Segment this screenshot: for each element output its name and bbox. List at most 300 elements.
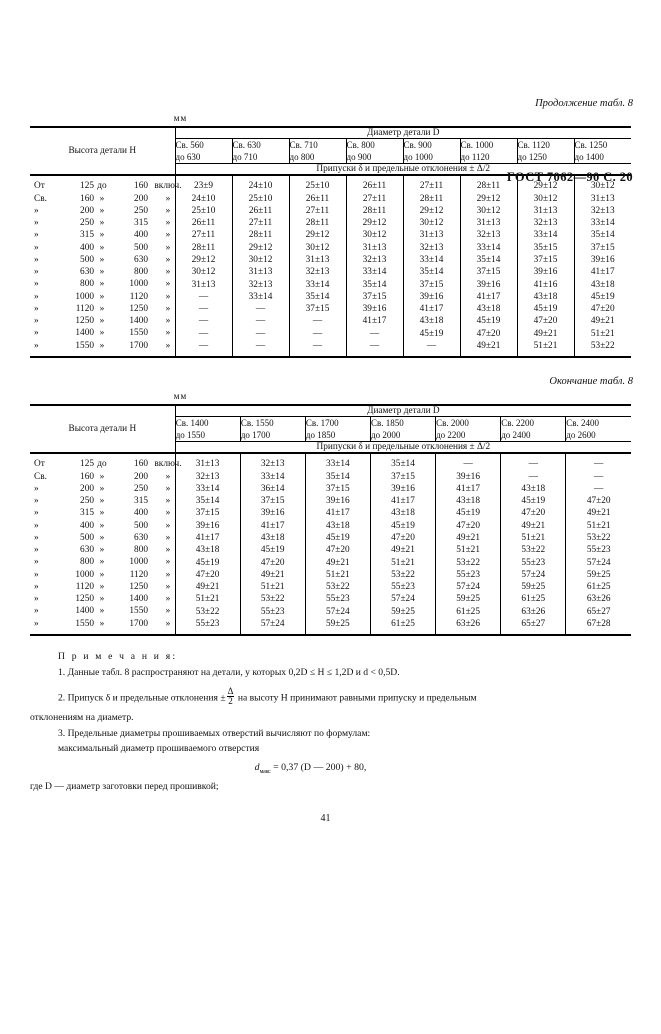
table-row	[30, 605, 631, 617]
allowance-cell: 53±22	[175, 605, 240, 617]
column-header-from: Св. 1700	[305, 418, 339, 428]
allowance-cell: 55±23	[370, 581, 435, 593]
fraction-denominator: 2	[228, 695, 233, 706]
allowance-cell: 43±18	[590, 279, 615, 290]
allowance-cell: 47±20	[501, 507, 566, 519]
allowance-cell: —	[566, 453, 631, 470]
table-row	[30, 278, 631, 290]
allowance-cell: 51±21	[240, 581, 305, 593]
allowance-cell: —	[346, 327, 403, 339]
allowance-cell: —	[175, 291, 232, 303]
row-label-v2: 400	[134, 230, 148, 241]
table-row	[30, 229, 631, 241]
allowance-cell: 41±17	[370, 495, 435, 507]
row-label-v2: 1550	[129, 606, 148, 617]
row-label-v1: 400	[80, 520, 94, 531]
row-label-p2: »	[99, 291, 105, 302]
row-label-p2: »	[99, 508, 105, 519]
formula-variable: d	[254, 762, 260, 774]
table2-wrapper	[0, 404, 661, 636]
column-header-from: Св. 2200	[501, 418, 534, 428]
row-label-p3: »	[165, 483, 171, 494]
row-label-v2: 200	[134, 471, 148, 482]
row-label-v2: 160	[134, 181, 148, 192]
allowance-cell: 37±15	[403, 278, 460, 290]
unit-label-table1: мм	[173, 113, 188, 123]
row-label-v1: 500	[80, 532, 94, 543]
row-label-p3: »	[165, 316, 171, 327]
allowance-cell: —	[232, 303, 289, 315]
allowance-cell: 59±25	[436, 593, 501, 605]
row-label-p2: »	[99, 606, 105, 617]
allowance-cell: 55±23	[501, 556, 566, 568]
row-label-v2: 500	[134, 242, 148, 253]
row-label-v2: 630	[134, 532, 148, 543]
allowance-cell: 39±16	[240, 507, 305, 519]
allowance-cell: 31±13	[175, 278, 232, 290]
column-header-5	[436, 417, 501, 442]
row-label-p3: »	[165, 291, 171, 302]
allowance-cell: 39±16	[346, 303, 403, 315]
row-label-v1: 400	[80, 242, 94, 253]
row-label-v2: 1400	[129, 316, 148, 327]
row-label-p2: »	[99, 594, 105, 605]
allowance-cell: 29±12	[346, 217, 403, 229]
row-label-p3: »	[165, 218, 171, 229]
note-2	[30, 687, 631, 706]
row-label-p3: включ.	[154, 181, 182, 192]
allowance-cell: 39±16	[460, 278, 517, 290]
allowance-cell: 30±12	[517, 193, 574, 205]
allowance-cell: 59±25	[586, 569, 611, 580]
allowance-cell: 27±11	[403, 175, 460, 192]
allowance-cell: 37±15	[346, 291, 403, 303]
allowance-cell: 55±23	[436, 569, 501, 581]
table1-diameter-header: Диаметр детали D	[175, 127, 631, 139]
row-range-label	[30, 205, 175, 217]
allowance-cell: 45±19	[305, 532, 370, 544]
column-header-to: до 800	[289, 152, 315, 163]
row-label-p3: »	[165, 508, 171, 519]
table-row	[30, 593, 631, 605]
row-label-p3: »	[165, 254, 171, 265]
table-row	[30, 315, 631, 327]
table-row	[30, 217, 631, 229]
row-label-v1: 1120	[75, 303, 94, 314]
allowance-cell: 29±12	[232, 242, 289, 254]
allowance-cell: 32±13	[517, 217, 574, 229]
allowance-cell: 31±13	[346, 242, 403, 254]
row-range-label	[30, 340, 175, 357]
column-header-from: Св. 2400	[566, 418, 600, 428]
row-label-p1: »	[34, 205, 39, 216]
allowance-cell: 35±14	[590, 230, 615, 241]
row-label-v2: 200	[134, 193, 148, 204]
row-label-p3: »	[165, 520, 171, 531]
allowance-cell: 31±13	[175, 453, 240, 470]
row-label-p1: »	[34, 267, 39, 278]
unit-label-table2: мм	[173, 391, 188, 401]
allowance-cell: —	[501, 471, 566, 483]
row-label-p3: »	[165, 193, 171, 204]
row-label-p1: »	[34, 594, 39, 605]
column-header-to: до 1120	[460, 152, 490, 163]
row-label-p2: до	[97, 459, 107, 470]
table2-row-header: Высота детали H	[30, 405, 175, 452]
allowance-cell: 41±17	[240, 520, 305, 532]
allowance-cell: 41±17	[590, 267, 615, 278]
row-label-p2: »	[99, 532, 105, 543]
allowance-cell: 53±22	[436, 556, 501, 568]
row-label-v1: 250	[80, 496, 94, 507]
allowance-cell: 39±16	[590, 255, 615, 265]
allowance-cell: 27±11	[232, 217, 289, 229]
row-label-v2: 315	[134, 218, 148, 229]
row-label-p3: »	[165, 545, 171, 556]
table-row	[30, 266, 631, 278]
row-range-label	[30, 315, 175, 327]
table-row	[30, 483, 631, 495]
row-label-p1: »	[34, 606, 39, 617]
allowance-cell: 25±10	[175, 205, 232, 217]
allowance-cell: 45±19	[590, 291, 615, 302]
allowance-cell: 45±19	[403, 327, 460, 339]
column-header-from: Св. 800	[346, 140, 375, 150]
allowance-cell: —	[175, 340, 232, 357]
allowance-cell: 33±14	[517, 229, 574, 241]
allowance-cell: 31±13	[517, 205, 574, 217]
table-1	[30, 126, 631, 358]
row-range-label	[30, 556, 175, 568]
allowance-cell: 24±10	[232, 175, 289, 192]
table1-wrapper	[0, 126, 661, 358]
allowance-cell: —	[594, 471, 604, 482]
row-label-v1: 315	[80, 230, 94, 241]
allowance-cell: 55±23	[240, 605, 305, 617]
allowance-cell: 31±13	[289, 254, 346, 266]
allowance-cell: —	[289, 315, 346, 327]
allowance-cell: 51±21	[305, 569, 370, 581]
row-range-label	[30, 193, 175, 205]
allowance-cell: 35±15	[517, 242, 574, 254]
allowance-cell: 51±21	[175, 593, 240, 605]
row-range-label	[30, 291, 175, 303]
row-label-p2: »	[99, 496, 105, 507]
allowance-cell: 43±18	[517, 291, 574, 303]
row-label-v1: 315	[80, 508, 94, 519]
row-label-p3: »	[165, 279, 171, 290]
allowance-cell: 27±11	[289, 205, 346, 217]
allowance-cell: 43±18	[305, 520, 370, 532]
row-label-v2: 250	[134, 483, 148, 494]
row-label-v1: 800	[80, 557, 94, 568]
table-row	[30, 544, 631, 556]
column-header-from: Св. 1550	[240, 418, 274, 428]
row-label-p3: »	[165, 303, 171, 314]
allowance-cell: 41±17	[175, 532, 240, 544]
row-range-label	[30, 581, 175, 593]
row-label-v1: 800	[80, 279, 94, 290]
column-header-from: Св. 1000	[460, 140, 494, 150]
table2-header-row-1	[30, 405, 631, 417]
row-label-p1: »	[34, 218, 39, 229]
allowance-cell: 61±25	[436, 605, 501, 617]
allowance-cell: 29±12	[460, 193, 517, 205]
column-header-from: Св. 1850	[371, 418, 404, 428]
allowance-cell: 33±14	[175, 483, 240, 495]
allowance-cell: 37±15	[240, 495, 305, 507]
row-label-p3: »	[165, 569, 171, 580]
allowance-cell: 39±16	[305, 495, 370, 507]
standard-header: ГОСТ 7062—90 С. 20	[506, 170, 633, 184]
row-label-p2: »	[99, 328, 105, 339]
allowance-cell: 35±14	[289, 291, 346, 303]
allowance-cell: 32±13	[403, 242, 460, 254]
allowance-cell: 45±19	[501, 495, 566, 507]
row-label-p1: »	[34, 242, 39, 253]
row-label-p1: Св.	[34, 193, 47, 204]
row-label-p2: »	[99, 303, 105, 314]
row-label-v2: 1700	[129, 618, 148, 629]
row-range-label	[30, 327, 175, 339]
allowance-cell: 31±13	[232, 266, 289, 278]
allowance-cell: 65±27	[586, 606, 611, 617]
row-label-v1: 1000	[75, 569, 94, 580]
row-label-p1: »	[34, 508, 39, 519]
row-label-v1: 1000	[75, 291, 94, 302]
allowance-cell: 47±20	[590, 304, 615, 315]
table-row	[30, 453, 631, 470]
allowance-cell: 43±18	[240, 532, 305, 544]
allowance-cell: 30±12	[460, 205, 517, 217]
allowance-cell: 32±13	[240, 453, 305, 470]
formula-max-diameter	[30, 761, 631, 777]
allowance-cell: 45±19	[436, 507, 501, 519]
allowance-cell: 49±21	[240, 569, 305, 581]
allowance-cell: 33±14	[403, 254, 460, 266]
allowance-cell: 23±9	[175, 175, 232, 192]
row-label-p1: »	[34, 279, 39, 290]
row-label-p1: »	[34, 581, 39, 592]
column-header-from: Св. 1120	[517, 140, 550, 150]
allowance-cell: 57±24	[501, 569, 566, 581]
row-label-v1: 125	[80, 459, 94, 470]
allowance-cell: 29±12	[175, 254, 232, 266]
allowance-cell: 32±13	[460, 229, 517, 241]
allowance-cell: 45±19	[240, 544, 305, 556]
allowance-cell: 39±16	[517, 266, 574, 278]
allowance-cell: 47±20	[436, 520, 501, 532]
allowance-cell: 43±18	[403, 315, 460, 327]
column-header-8	[574, 139, 631, 164]
allowance-cell: 49±21	[586, 508, 611, 519]
allowance-cell: 30±12	[403, 217, 460, 229]
allowance-cell: 33±14	[460, 242, 517, 254]
table-row	[30, 495, 631, 507]
notes-section	[0, 650, 661, 795]
note-3: 3. Предельные диаметры прошиваемых отверстий вычисляют по формулам:	[58, 727, 371, 739]
row-label-v2: 1000	[129, 279, 148, 290]
column-header-from: Св. 630	[232, 140, 261, 150]
allowance-cell: 26±11	[289, 193, 346, 205]
row-label-p1: »	[34, 340, 39, 351]
allowance-cell: 65±27	[501, 618, 566, 635]
table-row	[30, 340, 631, 357]
allowance-cell: 43±18	[175, 544, 240, 556]
row-label-p3: »	[165, 471, 171, 482]
row-label-p1: »	[34, 496, 39, 507]
continuation-label: Продолжение табл. 8	[535, 98, 633, 109]
row-range-label	[30, 471, 175, 483]
row-label-p3: »	[165, 581, 171, 592]
column-header-to: до 1850	[305, 430, 336, 441]
allowance-cell: —	[289, 340, 346, 357]
row-label-v2: 160	[134, 459, 148, 470]
row-label-p2: »	[99, 218, 105, 229]
allowance-cell: 30±12	[175, 266, 232, 278]
document-page	[0, 98, 661, 1034]
row-range-label	[30, 229, 175, 241]
row-label-p1: »	[34, 618, 39, 629]
allowance-cell: 27±11	[175, 229, 232, 241]
table-row	[30, 327, 631, 339]
row-label-p3: »	[165, 532, 171, 543]
allowance-cell: 32±13	[232, 278, 289, 290]
column-header-6	[501, 417, 566, 442]
row-label-v1: 250	[80, 218, 94, 229]
row-label-p3: »	[165, 242, 171, 253]
row-label-p2: »	[99, 267, 105, 278]
row-label-v1: 200	[80, 483, 94, 494]
row-label-v2: 1700	[129, 340, 148, 351]
column-header-1	[175, 417, 240, 442]
allowance-cell: 49±21	[501, 520, 566, 532]
allowance-cell: 29±12	[403, 205, 460, 217]
column-header-to: до 1700	[240, 430, 271, 441]
table-row	[30, 303, 631, 315]
row-label-p3: включ.	[154, 459, 182, 470]
allowance-cell: 39±16	[175, 520, 240, 532]
allowance-cell: 28±11	[346, 205, 403, 217]
allowance-cell: 37±15	[590, 242, 615, 253]
allowance-cell: 30±12	[232, 254, 289, 266]
allowance-cell: 47±20	[175, 569, 240, 581]
allowance-cell: 53±22	[574, 340, 631, 357]
column-header-3	[305, 417, 370, 442]
allowance-cell: —	[232, 327, 289, 339]
column-header-to: до 2600	[566, 430, 596, 441]
allowance-cell: 37±15	[370, 471, 435, 483]
formula-expression: = 0,37 (D — 200) + 80,	[273, 762, 367, 774]
allowance-cell: 35±14	[370, 453, 435, 470]
row-range-label	[30, 495, 175, 507]
allowance-cell: 51±21	[586, 520, 611, 531]
allowance-cell: —	[346, 340, 403, 357]
row-label-p1: »	[34, 569, 39, 580]
allowance-cell: 51±21	[501, 532, 566, 544]
allowance-cell: 43±18	[436, 495, 501, 507]
column-header-from: Св. 1400	[175, 418, 209, 428]
allowance-cell: 37±15	[175, 507, 240, 519]
column-header-3	[289, 139, 346, 164]
table2-span-header: Припуски δ и предельные отклонения ± Δ/2	[316, 442, 491, 453]
row-label-p2: »	[99, 205, 105, 216]
row-range-label	[30, 175, 182, 192]
column-header-7	[566, 417, 631, 442]
column-header-1	[175, 139, 232, 164]
row-label-p1: »	[34, 328, 39, 339]
table2-body-anchor	[30, 452, 631, 636]
row-label-p3: »	[165, 557, 171, 568]
allowance-cell: 35±14	[305, 471, 370, 483]
allowance-cell: 53±22	[305, 581, 370, 593]
column-header-2	[240, 417, 305, 442]
allowance-cell: 63±26	[586, 594, 611, 605]
allowance-cell: 35±14	[346, 278, 403, 290]
allowance-cell: 57±24	[305, 605, 370, 617]
allowance-cell: 33±14	[346, 266, 403, 278]
table1-body-cell	[30, 174, 631, 358]
delta-over-two-fraction	[227, 687, 235, 706]
allowance-cell: 35±14	[403, 266, 460, 278]
row-range-label	[30, 278, 175, 290]
column-header-to: до 2200	[436, 430, 466, 441]
row-label-p3: »	[165, 340, 171, 351]
row-range-label	[30, 605, 175, 617]
allowance-cell: 59±25	[501, 581, 566, 593]
allowance-cell: 53±22	[586, 533, 611, 543]
row-label-p2: »	[99, 242, 105, 253]
column-header-to: до 1400	[574, 152, 604, 163]
allowance-cell: 51±21	[590, 328, 615, 339]
column-header-to: до 2400	[501, 430, 531, 441]
note-3-subline: максимальный диаметр прошиваемого отверстия	[58, 742, 260, 754]
row-label-p2: »	[99, 279, 105, 290]
allowance-cell: 26±11	[346, 175, 403, 192]
table-row	[30, 520, 631, 532]
row-label-v1: 160	[80, 193, 94, 204]
allowance-cell: —	[175, 303, 232, 315]
allowance-cell: 28±11	[460, 175, 517, 192]
allowance-cell: 55±23	[305, 593, 370, 605]
allowance-cell: 45±19	[460, 315, 517, 327]
note-1: 1. Данные табл. 8 распространяют на детали, у которых 0,2D ≤ H ≤ 1,2D и d < 0,5D.	[58, 667, 400, 679]
row-range-label	[30, 593, 175, 605]
allowance-cell: —	[289, 327, 346, 339]
allowance-cell: 39±16	[436, 471, 501, 483]
row-range-label	[30, 520, 175, 532]
table-row	[30, 556, 631, 568]
ending-label: Окончание табл. 8	[549, 376, 633, 387]
row-label-v2: 250	[134, 205, 148, 216]
row-label-v1: 125	[80, 181, 94, 192]
row-label-v1: 1120	[75, 581, 94, 592]
allowance-cell: 37±15	[289, 303, 346, 315]
row-label-v1: 200	[80, 205, 94, 216]
notes-title: П р и м е ч а н и я:	[58, 651, 178, 662]
allowance-cell: 41±17	[305, 507, 370, 519]
allowance-cell: 26±11	[175, 217, 232, 229]
row-label-v2: 1250	[129, 303, 148, 314]
row-range-label	[30, 507, 175, 519]
table-row	[30, 193, 631, 205]
allowance-cell: —	[403, 340, 460, 357]
allowance-cell: —	[175, 315, 232, 327]
table-row	[30, 471, 631, 483]
allowance-cell: 47±20	[517, 315, 574, 327]
allowance-cell: 30±12	[574, 175, 631, 192]
table-row	[30, 291, 631, 303]
